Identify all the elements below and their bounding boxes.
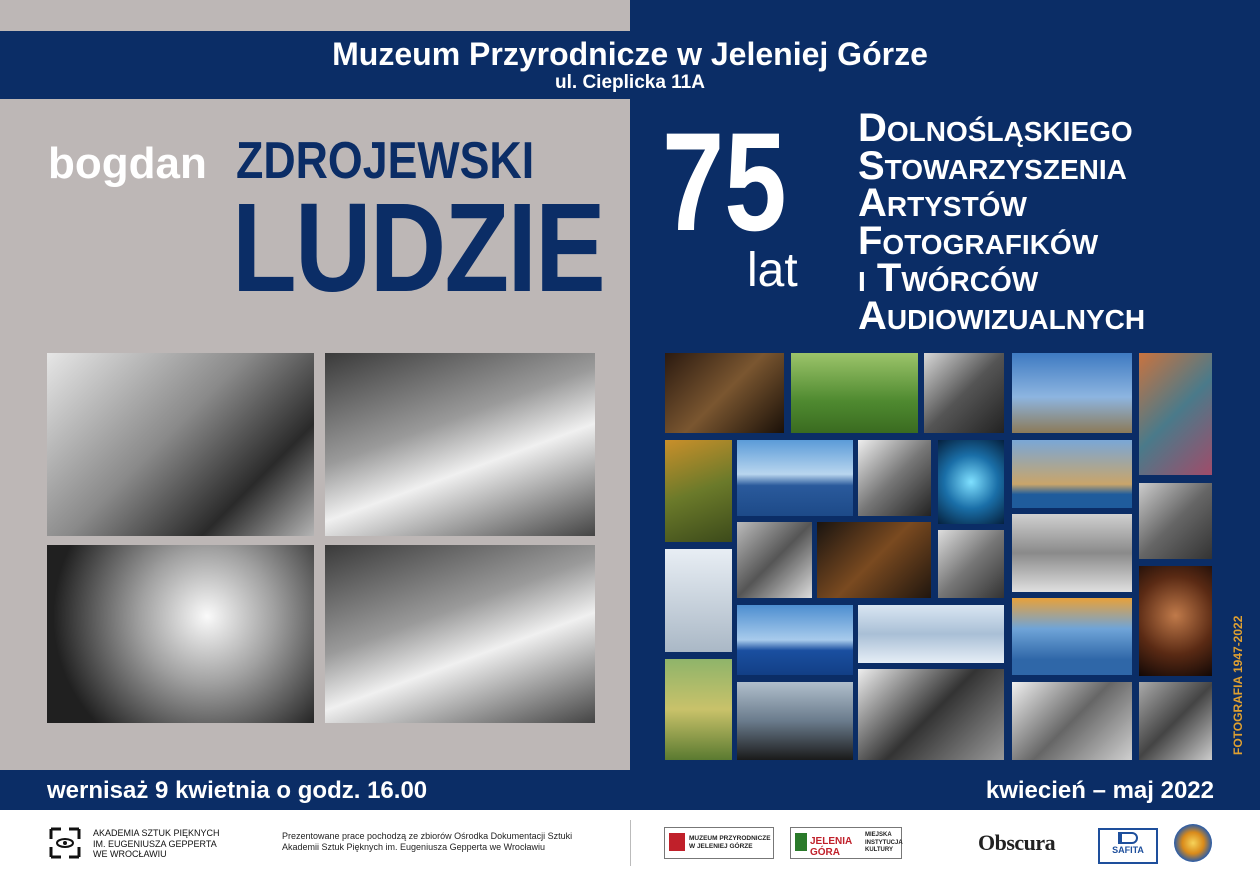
photo-abstract-painting	[1139, 353, 1212, 475]
museum-logo	[664, 827, 774, 859]
city-logo-caption	[865, 832, 903, 855]
city-caption-line-2: INSTYTUCJA	[865, 839, 903, 846]
museum-name: Muzeum Przyrodnicze w Jeleniej Górze	[332, 36, 928, 72]
photo-sea-island	[737, 440, 853, 516]
safita-logo-text: SAFITA	[1112, 845, 1144, 855]
academy-name	[93, 828, 220, 860]
photo-letters-abc	[858, 440, 931, 516]
photo-street-market	[47, 353, 314, 536]
photo-bw-figure	[938, 530, 1004, 598]
photo-silhouette-men	[737, 682, 853, 760]
safita-d-icon	[1118, 832, 1138, 844]
exhibition-title: LUDZIE	[232, 177, 605, 318]
city-caption-line-3: KULTURY	[865, 847, 893, 853]
photo-sea-mountain	[737, 605, 853, 675]
logo-divider	[630, 820, 631, 866]
photo-children-on-bench	[791, 353, 918, 433]
association-line-5: i Twórców	[858, 256, 1039, 300]
logo-strip	[0, 810, 1260, 889]
academy-line-3: WE WROCŁAWIU	[93, 849, 167, 859]
photo-winter-beach	[858, 605, 1004, 663]
museum-logo-line-2: W JELENIEJ GÓRZE	[689, 843, 753, 850]
photo-horse-carriage	[47, 545, 314, 723]
association-line-1: Dolnośląskiego	[858, 106, 1133, 150]
city-crest-icon	[795, 833, 807, 851]
academy-line-1: AKADEMIA SZTUK PIĘKNYCH	[93, 828, 220, 838]
photo-blue-abstract	[938, 440, 1004, 524]
academy-line-2: IM. EUGENIUSZA GEPPERTA	[93, 838, 217, 849]
museum-logo-line-1: MUZEUM PRZYRODNICZE	[689, 835, 771, 842]
artist-first-name: bogdan	[48, 139, 207, 188]
association-line-6: Audiowizualnych	[858, 293, 1146, 338]
footer-bar	[0, 770, 1260, 810]
photo-bw-worker	[1139, 682, 1212, 760]
safita-logo	[1098, 828, 1158, 864]
museum-logo-icon	[669, 833, 685, 851]
round-badge-logo	[1174, 824, 1212, 862]
photo-green-hills	[665, 659, 732, 760]
photo-pigeons-square	[1012, 514, 1132, 592]
association-line-3: Artystów	[858, 181, 1027, 225]
city-caption-line-1: MIEJSKA	[865, 832, 892, 838]
exhibition-dates: kwiecień – maj 2022	[985, 777, 1214, 804]
obscura-logo: Obscura	[978, 830, 1056, 855]
photo-bw-chair	[737, 522, 812, 598]
photo-trumpet-player	[817, 522, 931, 598]
academy-logo-icon	[47, 825, 83, 861]
vertical-caption: FOTOGRAFIA 1947-2022	[1231, 615, 1245, 755]
photo-black-sail-sculpture	[665, 549, 732, 652]
association-line-4: Fotografików	[858, 218, 1099, 263]
photo-sculpture-sky	[1012, 353, 1132, 433]
museum-logo-text	[689, 835, 771, 851]
photo-bw-wall	[924, 353, 1004, 433]
opening-info: wernisaż 9 kwietnia o godz. 16.00	[47, 777, 428, 804]
photo-bw-trees	[1012, 682, 1132, 760]
photo-man-in-cap	[325, 545, 595, 723]
photo-autumn-tree	[665, 440, 732, 542]
association-line-2: Stowarzyszenia	[858, 143, 1127, 188]
photo-train-vendor	[325, 353, 595, 536]
photo-bw-interior	[1139, 483, 1212, 559]
photo-portrait-man	[1139, 566, 1212, 676]
artist-last-name: ZDROJEWSKI	[236, 132, 535, 190]
museum-address: ul. Cieplicka 11A	[555, 72, 705, 93]
header-bar	[0, 31, 1260, 99]
city-logo-name: JELENIA GÓRA	[810, 836, 852, 858]
collection-note: Prezentowane prace pochodzą ze zbiorów Ośrodka Dokumentacji Sztuki Akademii Sztuk Pięknych im. Eugeniusza Gepperta we Wrocławiu	[282, 831, 573, 852]
photo-bw-bench	[858, 669, 1004, 760]
city-culture-logo	[790, 827, 902, 859]
photo-rock-formation	[1012, 598, 1132, 675]
photo-man-at-desk	[665, 353, 784, 433]
photo-sunset-island	[1012, 440, 1132, 508]
anniversary-number: 75	[662, 103, 787, 260]
association-name	[858, 106, 1238, 338]
anniversary-unit: lat	[747, 244, 798, 297]
